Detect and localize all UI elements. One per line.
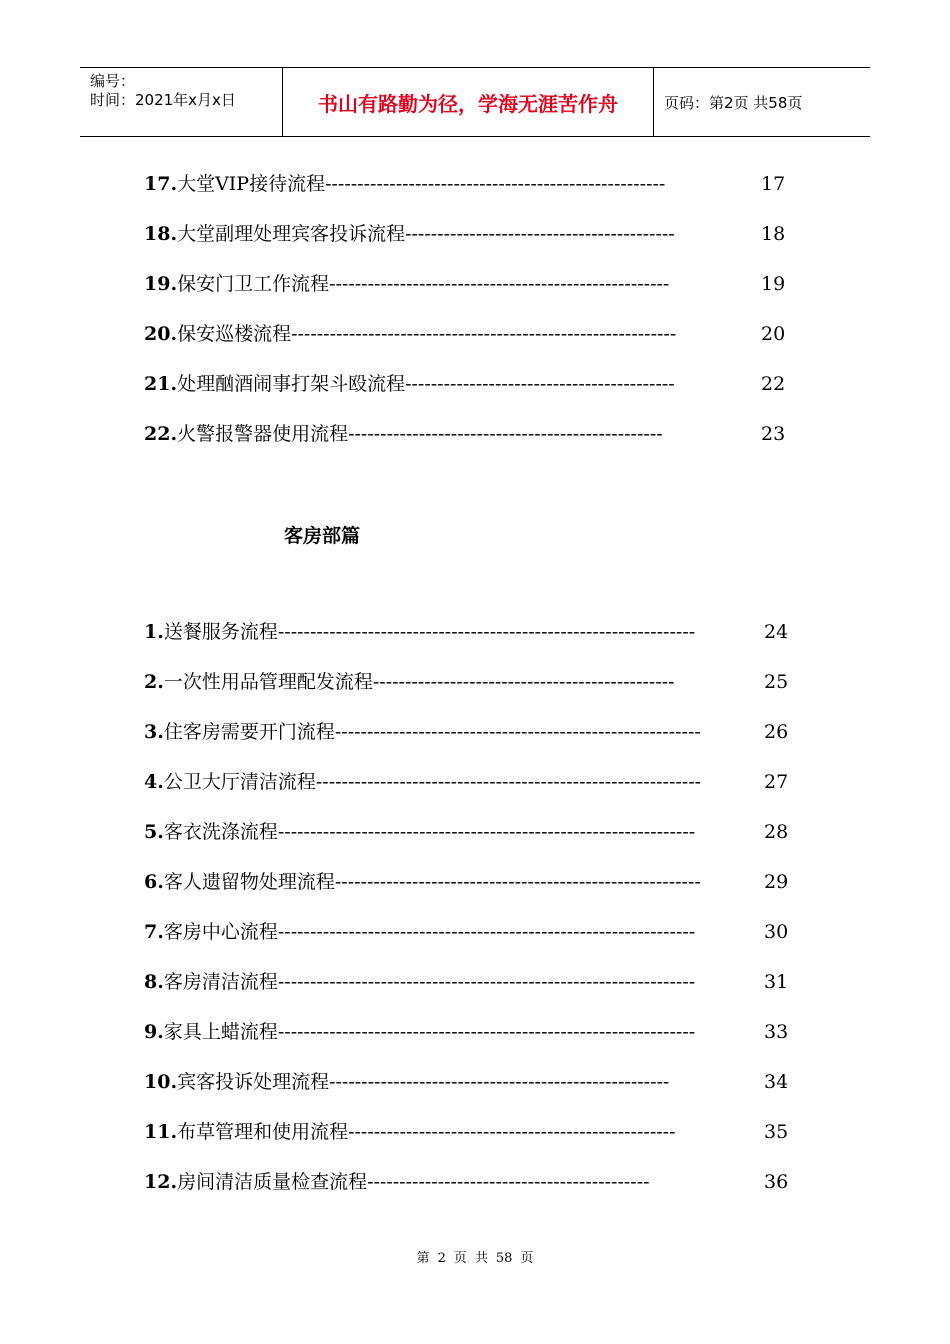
toc-entry-text [144, 670, 675, 694]
toc-entry-text [144, 1070, 669, 1094]
toc-entry-title: 一次性用品管理配发流程 [163, 671, 373, 693]
toc-leader-dashes: ----------------------------------------------------- [325, 173, 666, 195]
toc-entry-page: 26 [764, 721, 789, 743]
toc-entry-text [144, 1120, 676, 1144]
toc-entry-page: 29 [764, 871, 789, 893]
toc-entry[interactable] [144, 1070, 794, 1120]
toc-leader-dashes: --------------------------------------------------------- [334, 721, 701, 743]
toc-entry-title: 处理酗酒闹事打架斗殴流程 [177, 373, 406, 395]
toc-entry-number: 9. [144, 1021, 164, 1043]
toc-entry-page: 28 [764, 821, 789, 843]
toc-leader-dashes: ----------------------------------------------------- [329, 1071, 670, 1093]
toc-entry-page: 18 [761, 223, 786, 245]
toc-entry[interactable] [144, 920, 794, 970]
toc-entry-number: 11. [144, 1121, 178, 1143]
page-footer [0, 1247, 950, 1266]
toc-leader-dashes: ------------------------------------------ [405, 373, 675, 395]
toc-entry-title: 住客房需要开门流程 [163, 721, 335, 743]
toc-entry[interactable] [144, 422, 794, 472]
toc-entry-number: 20. [144, 323, 178, 345]
toc-entry-title: 保安巡楼流程 [177, 323, 292, 345]
toc-entry-text [144, 372, 675, 396]
toc-entry-number: 4. [144, 771, 164, 793]
toc-leader-dashes: ------------------------------------------------------------ [315, 771, 702, 793]
toc-leader-dashes: ------------------------------------------------- [348, 423, 663, 445]
toc-entry-title: 客衣洗涤流程 [163, 821, 278, 843]
header-page-label: 页码：第2页 共58页 [664, 93, 803, 112]
toc-entry[interactable] [144, 1170, 794, 1220]
serial-label: 编号： [90, 72, 136, 90]
toc-part1 [144, 172, 794, 472]
toc-entry-text [144, 322, 676, 346]
toc-entry-number: 21. [144, 373, 178, 395]
toc-entry[interactable] [144, 870, 794, 920]
toc-entry-page: 22 [761, 373, 786, 395]
toc-leader-dashes: ----------------------------------------------------------------- [277, 921, 696, 943]
toc-entry-text [144, 272, 669, 296]
toc-entry-page: 20 [761, 323, 786, 345]
toc-entry-title: 客房清洁流程 [163, 971, 278, 993]
toc-entry-text [144, 720, 701, 744]
toc-entry-number: 8. [144, 971, 164, 993]
toc-entry-title: 大堂VIP接待流程 [177, 173, 326, 195]
toc-entry-title: 客人遗留物处理流程 [163, 871, 335, 893]
toc-entry-text [144, 820, 695, 844]
toc-leader-dashes: --------------------------------------------------- [348, 1121, 676, 1143]
toc-entry-title: 大堂副理处理宾客投诉流程 [177, 223, 406, 245]
toc-entry-number: 10. [144, 1071, 178, 1093]
toc-entry[interactable] [144, 1120, 794, 1170]
toc-entry-page: 34 [764, 1071, 789, 1093]
header-meta [80, 68, 282, 136]
footer-text: 第 [416, 1251, 430, 1266]
toc-entry-page: 31 [764, 971, 789, 993]
toc-entry-page: 17 [761, 173, 786, 195]
toc-entry-page: 36 [764, 1171, 789, 1193]
toc-leader-dashes: ------------------------------------------------------------ [291, 323, 677, 345]
toc-entry-text [144, 1020, 695, 1044]
toc-entry-text [144, 970, 695, 994]
toc-entry-text [144, 222, 675, 246]
toc-entry[interactable] [144, 322, 794, 372]
toc-entry-text [144, 920, 695, 944]
toc-leader-dashes: ----------------------------------------------------------------- [277, 971, 696, 993]
toc-entry-page: 33 [764, 1021, 789, 1043]
toc-entry-number: 5. [144, 821, 164, 843]
toc-entry-title: 布草管理和使用流程 [177, 1121, 349, 1143]
toc-entry-text [144, 1170, 650, 1194]
toc-entry[interactable] [144, 670, 794, 720]
toc-entry-text [144, 770, 701, 794]
toc-entry-number: 22. [144, 423, 178, 445]
toc-leader-dashes: ----------------------------------------------------- [329, 273, 670, 295]
toc-entry-page: 23 [761, 423, 786, 445]
toc-entry-title: 客房中心流程 [163, 921, 278, 943]
toc-entry-text [144, 172, 665, 196]
toc-entry[interactable] [144, 1020, 794, 1070]
toc-entry-number: 18. [144, 223, 178, 245]
toc-leader-dashes: --------------------------------------------------------- [334, 871, 701, 893]
toc-leader-dashes: ----------------------------------------------- [372, 671, 675, 693]
toc-entry-title: 火警报警器使用流程 [177, 423, 349, 445]
footer-text: 共 [474, 1251, 488, 1266]
toc-entry[interactable] [144, 970, 794, 1020]
toc-entry[interactable] [144, 172, 794, 222]
toc-entry-number: 6. [144, 871, 164, 893]
toc-entry-text [144, 422, 663, 446]
toc-entry-text [144, 870, 701, 894]
toc-leader-dashes: ------------------------------------------ [405, 223, 675, 245]
toc-entry[interactable] [144, 770, 794, 820]
toc-entry-number: 3. [144, 721, 164, 743]
toc-entry[interactable] [144, 222, 794, 272]
page-header [80, 67, 870, 137]
toc-entry-number: 17. [144, 173, 178, 195]
toc-entry[interactable] [144, 720, 794, 770]
toc-entry-title: 保安门卫工作流程 [177, 273, 330, 295]
footer-text: 页 [453, 1251, 467, 1266]
toc-entry[interactable] [144, 272, 794, 322]
toc-entry-page: 24 [764, 621, 789, 643]
footer-text: 页 [520, 1251, 534, 1266]
toc-entry-page: 35 [764, 1121, 789, 1143]
toc-entry-number: 7. [144, 921, 164, 943]
toc-leader-dashes: ----------------------------------------------------------------- [277, 821, 696, 843]
time-label: 时间：2021年x月x日 [90, 91, 236, 109]
toc-leader-dashes: ----------------------------------------------------------------- [277, 621, 696, 643]
toc-entry-title: 家具上蜡流程 [163, 1021, 278, 1043]
toc-entry-number: 2. [144, 671, 164, 693]
toc-part2 [144, 620, 794, 1220]
toc-entry-page: 25 [764, 671, 789, 693]
toc-entry-number: 12. [144, 1171, 178, 1193]
header-motto: 书山有路勤为径，学海无涯苦作舟 [282, 68, 654, 136]
toc-entry[interactable] [144, 820, 794, 870]
toc-entry-number: 19. [144, 273, 178, 295]
toc-entry-page: 19 [761, 273, 786, 295]
toc-leader-dashes: -------------------------------------------- [367, 1171, 650, 1193]
toc-entry-text [144, 620, 695, 644]
footer-current-page: 2 [437, 1251, 446, 1266]
toc-entry-number: 1. [144, 621, 164, 643]
toc-leader-dashes: ----------------------------------------------------------------- [277, 1021, 696, 1043]
footer-total-pages: 58 [495, 1251, 513, 1266]
toc-entry[interactable] [144, 372, 794, 422]
toc-entry-page: 27 [764, 771, 789, 793]
toc-entry-title: 送餐服务流程 [163, 621, 278, 643]
section-title: 客房部篇 [284, 525, 361, 547]
toc-entry-title: 宾客投诉处理流程 [177, 1071, 330, 1093]
toc-entry-page: 30 [764, 921, 789, 943]
toc-entry-title: 房间清洁质量检查流程 [177, 1171, 368, 1193]
toc-entry-title: 公卫大厅清洁流程 [163, 771, 316, 793]
toc-entry[interactable] [144, 620, 794, 670]
